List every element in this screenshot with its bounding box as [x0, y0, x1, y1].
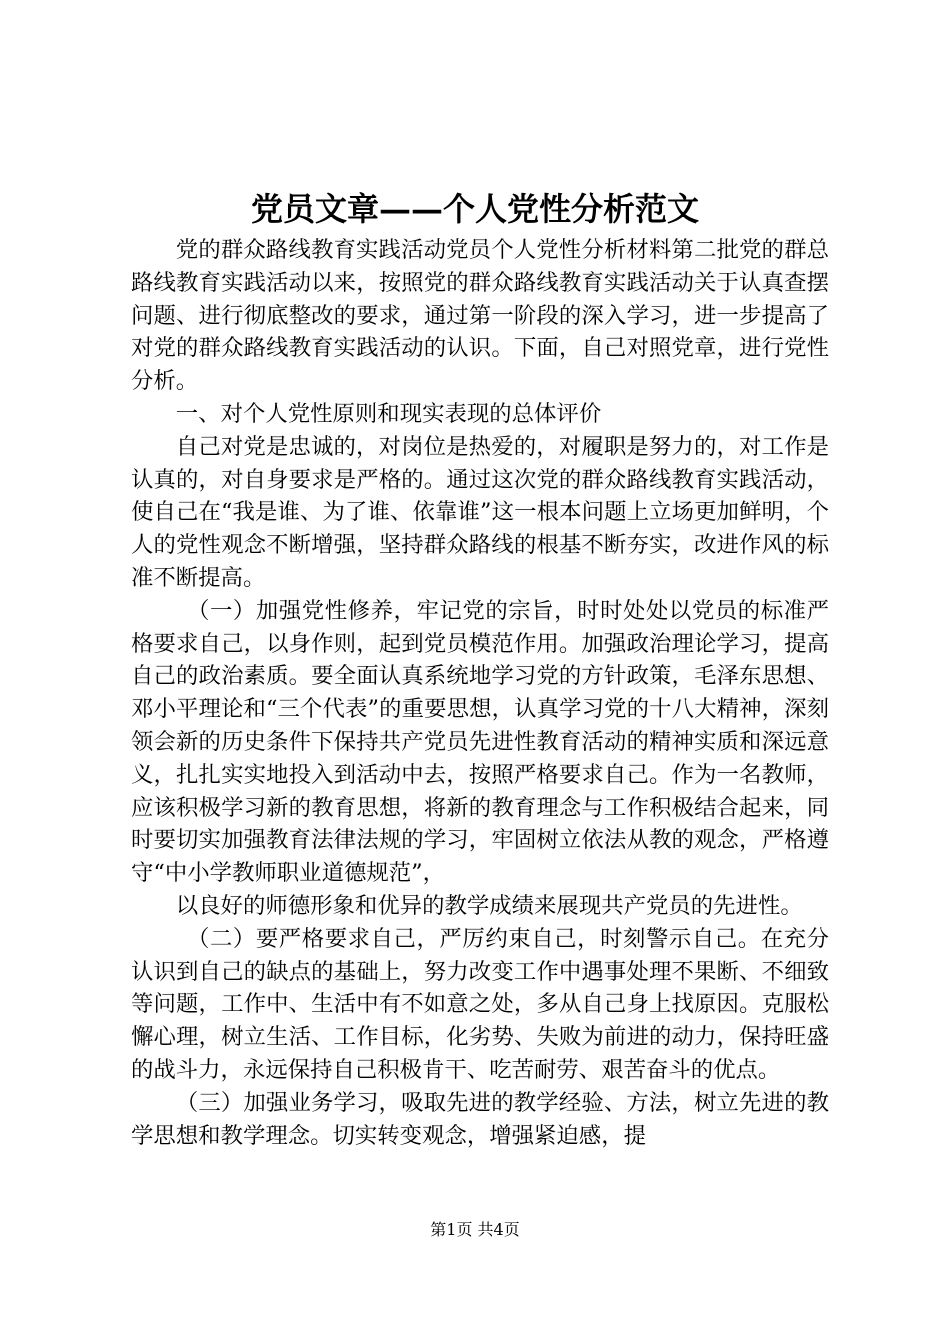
paragraph-item-2: （二）要严格要求自己，严厉约束自己，时刻警示自己。在充分认识到自己的缺点的基础上，努力改变工作中遇事处理不果断、不细致等问题，工作中、生活中有不如意之处，多从自己身上找原因。克服松懈心理，树立生活、工作目标，化劣势、失败为前进的动力，保持旺盛的战斗力，永远保持自己积极肯干、吃苦耐劳、艰苦奋斗的优点。	[131, 925, 829, 1083]
paragraph-item-3: （三）加强业务学习，吸取先进的教学经验、方法，树立先进的教学思想和教学理念。切实转变观念，增强紧迫感，提	[131, 1089, 829, 1149]
paragraph-item-1-continued: 以良好的师德形象和优异的教学成绩来展现共产党员的先进性。	[175, 892, 803, 919]
paragraph-intro: 党的群众路线教育实践活动党员个人党性分析材料第二批党的群总路线教育实践活动以来，按照党的群众路线教育实践活动关于认真查摆问题、进行彻底整改的要求，通过第一阶段的深入学习，进一步提高了对党的群众路线教育实践活动的认识。下面，自己对照党章，进行党性分析。	[131, 237, 829, 395]
paragraph-item-1: （一）加强党性修养，牢记党的宗旨，时时处处以党员的标准严格要求自己，以身作则，起到党员模范作用。加强政治理论学习，提高自己的政治素质。要全面认真系统地学习党的方针政策，毛泽东思想、邓小平理论和“三个代表”的重要思想，认真学习党的十八大精神，深刻领会新的历史条件下保持共产党员先进性教育活动的精神实质和深远意义，扎扎实实地投入到活动中去，按照严格要求自己。作为一名教师，应该积极学习新的教育思想，将新的教育理念与工作积极结合起来，同时要切实加强教育法律法规的学习，牢固树立依法从教的观念，严格遵守“中小学教师职业道德规范”，	[131, 597, 829, 887]
paragraph-evaluation: 自己对党是忠诚的，对岗位是热爱的，对履职是努力的，对工作是认真的，对自身要求是严格的。通过这次党的群众路线教育实践活动，使自己在“我是谁、为了谁、依靠谁”这一根本问题上立场更加鲜明，个人的党性观念不断增强，坚持群众路线的根基不断夯实，改进作风的标准不断提高。	[131, 433, 829, 591]
document-title: 党员文章——个人党性分析范文	[250, 190, 699, 228]
section-heading-1: 一、对个人党性原则和现实表现的总体评价	[175, 400, 602, 427]
page-number-footer: 第1页 共4页	[430, 1220, 520, 1239]
document-body	[131, 234, 829, 1152]
